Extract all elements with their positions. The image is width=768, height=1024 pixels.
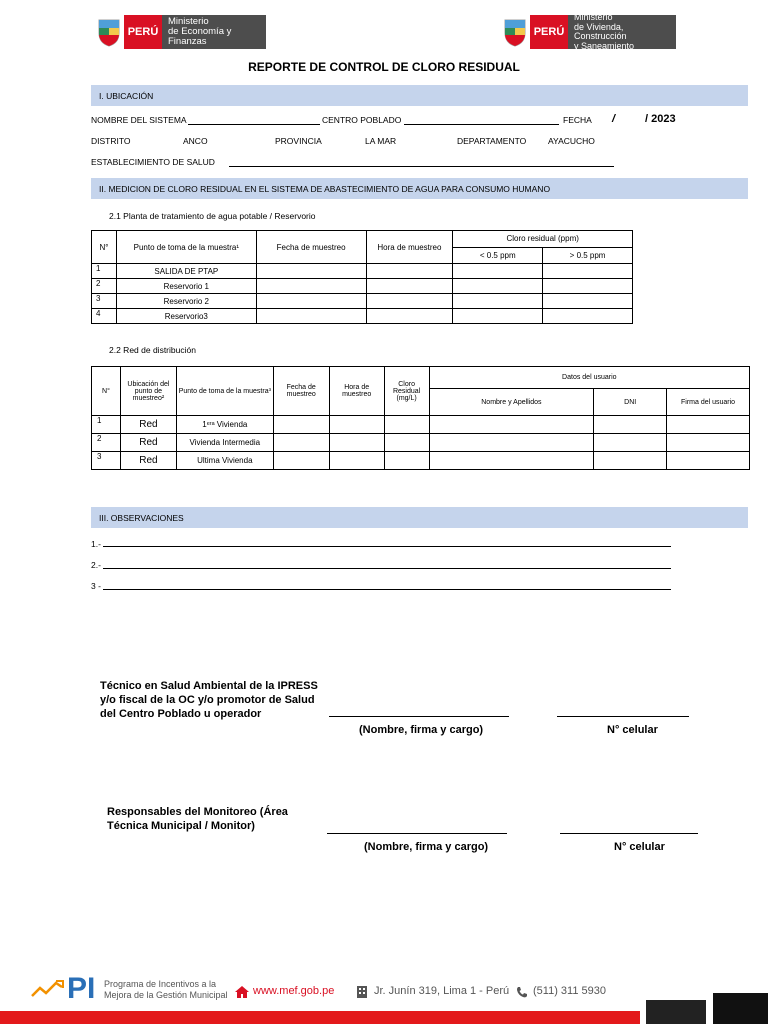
nombre-sistema-field[interactable] [188, 115, 320, 125]
cell-dni[interactable] [594, 452, 667, 470]
table-row [92, 264, 633, 279]
cell-cloro[interactable] [384, 416, 429, 434]
header-punto: Punto de toma de la muestra³ [176, 367, 273, 416]
peru-coat-of-arms-icon [94, 15, 124, 49]
departamento-value: AYACUCHO [548, 136, 595, 146]
cell-lt[interactable] [453, 264, 543, 279]
row-punto: Reservorio 1 [116, 279, 256, 294]
cell-hora[interactable] [366, 279, 453, 294]
ptap-table [91, 230, 633, 324]
cell-dni[interactable] [594, 416, 667, 434]
header-punto: Punto de toma de la muestra¹ [116, 231, 256, 264]
cell-firma[interactable] [667, 452, 750, 470]
mef-line2: de Economía y Finanzas [168, 26, 232, 47]
cell-lt[interactable] [453, 309, 543, 324]
cell-fecha[interactable] [256, 294, 366, 309]
distrito-value: ANCO [183, 136, 208, 146]
header-fecha: Fecha de muestreo [256, 231, 366, 264]
header-hora: Hora de muestreo [366, 231, 453, 264]
vivienda-line1: Ministerio [574, 12, 613, 22]
tecnico-celular-caption: N° celular [607, 724, 658, 736]
header-cloro: Cloro Residual (mg/L) [384, 367, 429, 416]
phone-text: (511) 311 5930 [533, 985, 606, 997]
responsables-phone-line[interactable] [560, 833, 698, 834]
row-no: 2 [92, 434, 121, 452]
row-punto: Reservorio 2 [116, 294, 256, 309]
cell-gt[interactable] [543, 309, 633, 324]
header-no: N° [92, 367, 121, 416]
row-ubicacion: Red [120, 452, 176, 470]
cell-hora[interactable] [366, 294, 453, 309]
responsables-celular-caption: N° celular [614, 841, 665, 853]
departamento-label: DEPARTAMENTO [457, 136, 527, 146]
header-lt: < 0.5 ppm [453, 247, 543, 264]
row-punto: SALIDA DE PTAP [116, 264, 256, 279]
cell-nombre[interactable] [429, 434, 594, 452]
cell-lt[interactable] [453, 294, 543, 309]
section2-heading: II. MEDICION DE CLORO RESIDUAL EN EL SISTEMA DE ABASTECIMIENTO DE AGUA PARA CONSUMO HUMANO [91, 178, 748, 199]
header-cloro: Cloro residual (ppm) [453, 231, 633, 248]
pi-logo [30, 978, 66, 1005]
subsection-2-2: 2.2 Red de distribución [109, 345, 196, 355]
table-row [92, 279, 633, 294]
centro-poblado-field[interactable] [404, 115, 559, 125]
observation-1-label: 1.- [91, 539, 101, 549]
observation-2-field[interactable] [103, 559, 671, 569]
fecha-year: / 2023 [645, 113, 676, 125]
cell-firma[interactable] [667, 416, 750, 434]
fecha-separator-1: / [612, 113, 616, 125]
pi-wordmark: PI [67, 972, 96, 1005]
header-fecha: Fecha de muestreo [273, 367, 329, 416]
cell-fecha[interactable] [256, 309, 366, 324]
responsables-signature-line[interactable] [327, 833, 507, 834]
programa-text [104, 979, 228, 1001]
home-icon [235, 985, 249, 1003]
cell-hora[interactable] [366, 309, 453, 324]
cell-fecha[interactable] [273, 416, 329, 434]
observation-1-field[interactable] [103, 537, 671, 547]
vivienda-line2: de Vivienda, Construcción [574, 21, 627, 41]
tecnico-nombre-caption: (Nombre, firma y cargo) [359, 724, 484, 736]
responsables-nombre-caption: (Nombre, firma y cargo) [364, 841, 489, 853]
table-row [92, 309, 633, 324]
nombre-sistema-label: NOMBRE DEL SISTEMA [91, 115, 187, 125]
table-row [92, 294, 633, 309]
page-title: REPORTE DE CONTROL DE CLORO RESIDUAL [248, 60, 520, 74]
observation-2-label: 2.- [91, 560, 101, 570]
section1-heading: I. UBICACIÓN [91, 85, 748, 106]
centro-poblado-label: CENTRO POBLADO [322, 115, 402, 125]
header-dni: DNI [594, 389, 667, 416]
cell-fecha[interactable] [273, 452, 329, 470]
red-table [91, 366, 750, 470]
vivienda-ministry-name [568, 12, 676, 51]
row-no: 3 [92, 294, 117, 309]
row-no: 3 [92, 452, 121, 470]
address-text: Jr. Junín 319, Lima 1 - Perú [374, 985, 510, 997]
cell-firma[interactable] [667, 434, 750, 452]
header-firma: Firma del usuario [667, 389, 750, 416]
programa-line1: Programa de Incentivos a la [104, 979, 217, 989]
footer-dark-block [646, 1000, 706, 1024]
cell-hora[interactable] [366, 264, 453, 279]
cell-gt[interactable] [543, 264, 633, 279]
vivienda-line3: y Saneamiento [574, 40, 635, 51]
observation-3-field[interactable] [103, 580, 671, 590]
tecnico-signature-line[interactable] [329, 716, 509, 717]
header-datos-usuario: Datos del usuario [429, 367, 749, 389]
cell-hora[interactable] [329, 452, 384, 470]
row-no: 1 [92, 264, 117, 279]
cell-fecha[interactable] [273, 434, 329, 452]
row-ubicacion: Red [120, 434, 176, 452]
provincia-label: PROVINCIA [275, 136, 322, 146]
section3-heading: III. OBSERVACIONES [91, 507, 748, 528]
cell-fecha[interactable] [256, 264, 366, 279]
header-no: N° [92, 231, 117, 264]
mef-logo [94, 15, 266, 49]
cell-gt[interactable] [543, 279, 633, 294]
row-punto: 1ᵉʳᵃ Vivienda [176, 416, 273, 434]
row-punto: Vivienda Intermedia [176, 434, 273, 452]
cell-hora[interactable] [329, 416, 384, 434]
tecnico-phone-line[interactable] [557, 716, 689, 717]
programa-line2: Mejora de la Gestión Municipal [104, 990, 228, 1000]
row-no: 2 [92, 279, 117, 294]
header-gt: > 0.5 ppm [543, 247, 633, 264]
fecha-label: FECHA [563, 115, 592, 125]
row-no: 4 [92, 309, 117, 324]
table-row [92, 434, 750, 452]
cell-cloro[interactable] [384, 452, 429, 470]
mef-line1: Ministerio [168, 16, 209, 27]
provincia-value: LA MAR [365, 136, 397, 146]
cell-lt[interactable] [453, 279, 543, 294]
table-row [92, 452, 750, 470]
footer-black-block [713, 993, 768, 1024]
distrito-label: DISTRITO [91, 136, 131, 146]
header-nombre: Nombre y Apellidos [429, 389, 594, 416]
peru-badge: PERÚ [124, 15, 162, 49]
website-link[interactable]: www.mef.gob.pe [253, 985, 335, 997]
observation-3-label: 3 - [91, 581, 101, 591]
establecimiento-field[interactable] [229, 157, 614, 167]
cell-fecha[interactable] [256, 279, 366, 294]
header-ubicacion: Ubicación del punto de muestreo² [120, 367, 176, 416]
header-hora: Hora de muestreo [329, 367, 384, 416]
subsection-2-1: 2.1 Planta de tratamiento de agua potable / Reservorio [109, 211, 316, 221]
vivienda-logo [500, 12, 676, 51]
row-ubicacion: Red [120, 416, 176, 434]
peru-badge: PERÚ [530, 15, 568, 49]
table-row [92, 416, 750, 434]
cell-dni[interactable] [594, 434, 667, 452]
row-punto: Reservorio3 [116, 309, 256, 324]
responsables-label: Responsables del Monitoreo (Área Técnica Municipal / Monitor) [107, 806, 288, 832]
building-icon [356, 985, 368, 1003]
cell-gt[interactable] [543, 294, 633, 309]
growth-arrow-icon [30, 978, 66, 1000]
tecnico-label: Técnico en Salud Ambiental de la IPRESS y/o fiscal de la OC y/o promotor de Salud del Centro Poblado u operador [100, 680, 318, 720]
phone-icon [516, 985, 528, 1003]
establecimiento-label: ESTABLECIMIENTO DE SALUD [91, 157, 215, 167]
row-no: 1 [92, 416, 121, 434]
cell-hora[interactable] [329, 434, 384, 452]
mef-ministry-name [162, 15, 266, 49]
footer-red-bar [0, 1011, 640, 1024]
row-punto: Ultima Vivienda [176, 452, 273, 470]
cell-nombre[interactable] [429, 416, 594, 434]
peru-coat-of-arms-icon [500, 15, 530, 49]
cell-nombre[interactable] [429, 452, 594, 470]
cell-cloro[interactable] [384, 434, 429, 452]
